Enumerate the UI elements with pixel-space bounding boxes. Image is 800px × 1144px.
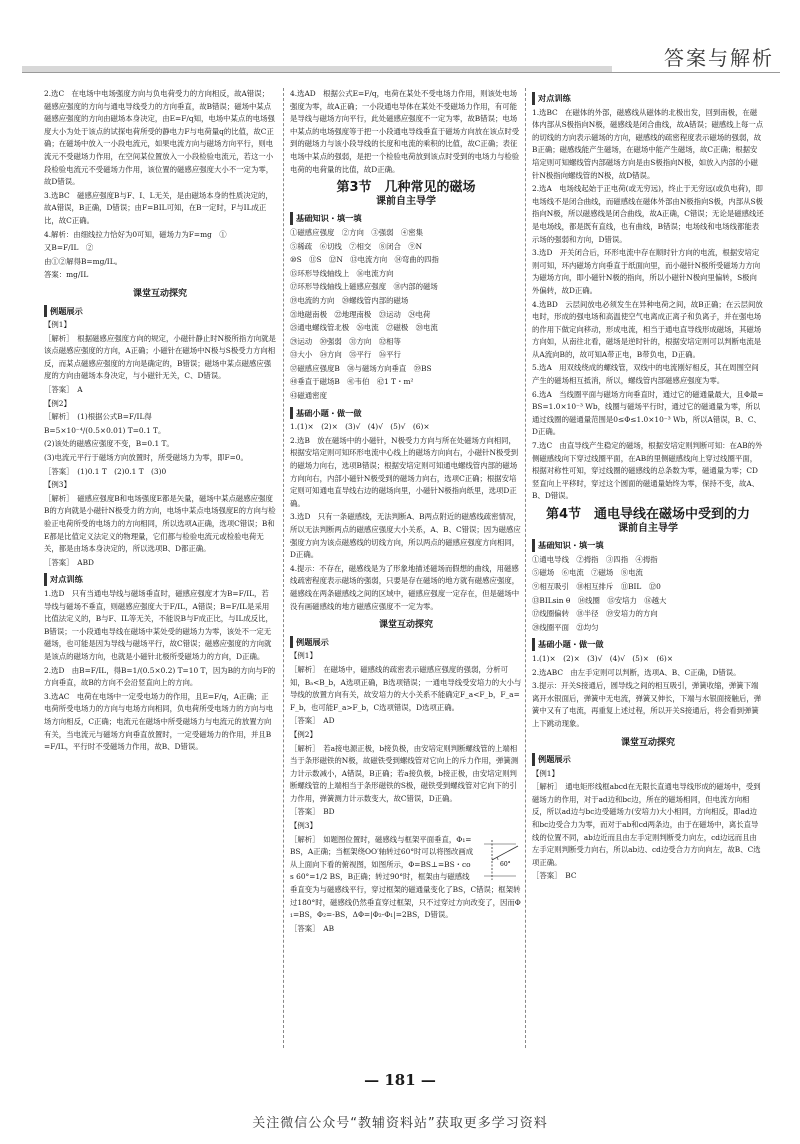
answer-paragraph: ［解析］ 若a接电源正极，b接负极，由安培定则判断螺线管的上端相当于条形磁铁的N极，故磁铁受到螺线管对它向上的斥力作用，弹簧测力计示数减小，A错误，B正确；若a接负极，b接正极，由安培定则判断螺线管的上端相当于条形磁铁的S极，磁铁受到螺线管对它向下的引力作用，弹簧测力计示数变大，故C错误，D正确。 [290, 743, 519, 803]
header-gray-bar [22, 66, 612, 72]
answer-paragraph: 1.(1)× (2)× (3)√ (4)√ (5)× (6)× [532, 653, 674, 663]
answer-paragraph: 1.选BC 在磁体的外部，磁感线从磁体的北极出发，回到南极，在磁体内部从S极指向N极，磁感线是闭合曲线，故A错误；磁感线上每一点的切线的方向表示磁场的方向，磁感线的疏密程度表示磁场的强弱，故B正确；磁感线能产生磁场，在磁场中能产生磁场，故C正确；根据安培定则可知螺线管内部磁场方向是由S极指向N极，如放入内部的小磁针N极指向螺线管的N极，故D错误。 [532, 107, 764, 180]
answer-paragraph: ［解析］ 通电矩形线框abcd在无限长直通电导线形成的磁场中，受到磁场力的作用，对于ad边和bc边，所在的磁场相同，但电流方向相反，所以ad边与bc边受磁场力(安培力)大小相同，方向相反，即ad边和bc边受合力为零，而对于ab和cd两条边，由于在磁场中，离长直导线的位置不同，ab边近而且由左手定则判断受力向左，cd边远而且由左手定则判断受力向右，所以ab边、cd边受合力方向向左，故B、C选项正确。 [532, 782, 761, 867]
answer-paragraph: 【例2】 [290, 729, 317, 739]
answer-paragraph: 7.选C 由直导线产生稳定的磁场，根据安培定则判断可知：在AB的外侧磁感线向下穿过线圈平面，在AB的里侧磁感线向上穿过线圈平面，根据对称性可知，穿过线圈的磁感线的总条数为零，磁通量为零；CD竖直向上平移时，穿过这个圆面的磁通量始终为零，保持不变，故A、B、D错误。 [532, 441, 763, 501]
column-divider [283, 88, 284, 1048]
footer-notice: 关注微信公众号“教辅资料站”获取更多学习资料 [252, 1116, 548, 1131]
answer-page [44, 88, 764, 1048]
answer-paragraph: 1.(1)× (2)× (3)√ (4)√ (5)√ (6)× [290, 422, 430, 432]
answer-paragraph: 3.提示：开关S接通后，圆导线之间的相互吸引，弹簧收缩，弹簧下端离开水银面后，弹簧中无电流，弹簧又伸长，下端与水银面接触后，弹簧中又有了电流，再重复上述过程，所以开关S接通后，将会看到弹簧上下跳动现象。 [532, 681, 762, 728]
section-heading: 基础小题・做一做 [532, 638, 764, 651]
answer-paragraph: ㊵垂直于磁场B ㊶韦伯 ㊷1 T・m² [290, 377, 414, 387]
answer-paragraph: ［解析］ 在磁场中，磁感线的疏密表示磁感应强度的强弱，分析可知，Bₐ<B_b，A选项正确，B选项错误；一通电导线受安培力的大小与导线的放置方向有关，故安培力的大小关系不能确定F_a<F_b，F_a=F_b，也可能F_a>F_b，C选项错误，D选项正确。 [290, 664, 522, 712]
answer-paragraph: 答案：mg/IL [44, 270, 89, 280]
answer-paragraph: 2.选B 放在磁场中的小磁针，N极受力方向与所在处磁场方向相同，根据安培定则可知环形电流中心线上的磁场方向向右，小磁针N极受到的磁场力向右，选项B错误；根据安培定则可知通电螺线管内部的磁场方向向右，内部小磁针N极受到的磁场力向右，选项C正确；根据安培定则可知通电直导线右边的磁场向里，小磁针N极指向纸里，选项D正确。 [290, 435, 519, 508]
section-heading: 基础知识・填一填 [532, 539, 764, 552]
chapter-subtitle: 课前自主导学 [618, 522, 678, 534]
answer-paragraph: (2)该处的磁感应强度不变，B=0.1 T。 [44, 439, 174, 449]
answer-paragraph: 3.选BC 磁感应强度B与F、I、L无关，是由磁场本身的性质决定的，故A错误，B正确，D错误；由F=BIL可知，在B一定时，F与IL成正比，故C正确。 [44, 190, 273, 225]
answer-paragraph: 由①②解得B=mg/IL。 [44, 256, 123, 266]
answer-paragraph: ⑬BILsin θ ⑭线圈 ⑮安培力 ⑯越大 [532, 595, 667, 605]
answer-paragraph: ㊸磁通密度 [290, 391, 327, 401]
answer-paragraph: ㉝大小 ㉞方向 ㉟平行 ㊱平行 [290, 350, 401, 360]
answer-paragraph: ⑲电流的方向 ⑳螺线管内部的磁场 [290, 295, 409, 305]
chapter-subtitle: 课前自主导学 [376, 195, 436, 207]
section-heading: 例题展示 [44, 305, 276, 318]
answer-paragraph: 2.选A 电场线起始于正电荷(或无穷远)，终止于无穷远(或负电荷)，即电场线不是闭合曲线，而磁感线在磁体外部由N极指向S极，内部从S极指向N极，所以磁感线是闭合曲线，故A正确，C错误；无论是磁感线还是电场线，都是既有直线，也有曲线，B错误；电场线和电场线都能表示场的强弱和方向，D错误。 [532, 184, 764, 244]
answer-paragraph: ［答案］ AD [290, 716, 335, 726]
section-heading: 例题展示 [290, 636, 522, 649]
answer-paragraph: ［解析］ 磁感应强度B和电场强度E都是矢量，磁场中某点磁感应强度B的方向就是小磁针N极受力的方向，电场中某点电场强度E的方向与检验正电荷所受的电场力的方向相同，所以选项A正确，选项C错误；B和E都是比值定义法定义的物理量，它们都与检验电流元或检验电荷无关，都是由场本身决定的，所以选项B、D都正确。 [44, 493, 276, 554]
answer-paragraph: ⑮环形导线轴线上 ⑯电流方向 [290, 268, 394, 278]
answer-paragraph: 1.选D 只有当通电导线与磁场垂直时，磁感应强度才为B=F/IL，若导线与磁场不垂直，则磁感应强度大于F/IL，A错误；B=F/IL是采用比值法定义的，B与F、IL等无关，不能说B与F成正比，与IL成反比，B错误；一小段通电导线在磁场中某处受的磁场力为零，该处不一定无磁场，也可能是因为导线与磁场平行，故C错误；磁感应强度的方向就是该点的磁场方向，也就是小磁针北极所受磁场力的方向，D正确。 [44, 588, 273, 661]
page-number-value: 181 [384, 1071, 416, 1089]
answer-paragraph: ㉕通电螺线管北极 ㉖电流 ㉗磁极 ㉘电流 [290, 323, 438, 333]
frame-rotation-figure [478, 836, 522, 882]
answer-paragraph: ［答案］ BC [532, 871, 577, 881]
answer-paragraph: ⑰环形导线轴线上磁感应强度 ⑱内部的磁场 [290, 282, 438, 292]
answer-paragraph: ㊲磁感应强度B ㊳与磁场方向垂直 ㊴BS [290, 363, 432, 373]
answer-paragraph: ㉙运动 ㉚强弱 ㉛方向 ㉜相等 [290, 336, 401, 346]
answer-paragraph: ［答案］ BD [290, 807, 335, 817]
column-middle [290, 88, 522, 1048]
column-right [532, 88, 764, 1048]
answer-paragraph: ［答案］ A [44, 385, 83, 395]
answer-paragraph: 3.选D 开关闭合后，环形电流中存在顺时针方向的电流，根据安培定则可知，环内磁场方向垂直于纸面向里，而小磁针N极所受磁场力方向为磁场方向，即小磁针N极的指向，所以小磁针N极向里偏转，S极向外偏转，故D正确。 [532, 248, 761, 295]
answer-paragraph: ［解析］ 根据磁感应强度方向的规定，小磁针静止时N极所指方向就是该点磁感应强度的方向，A正确；小磁针在磁场中N极与S极受力方向相反，而某点磁感应强度的方向是确定的，B错误；磁场中某点磁感应强度的方向由磁场本身决定，与小磁针无关，C、D错误。 [44, 333, 276, 381]
answer-paragraph: ⑤磁场 ⑥电流 ⑦磁场 ⑧电流 [532, 568, 643, 578]
section-title: 课堂互动探究 [132, 288, 187, 299]
answer-paragraph: ①通电导线 ②拇指 ③四指 ④拇指 [532, 554, 658, 564]
answer-paragraph: 又B=F/IL ② [44, 243, 94, 253]
header-bar [22, 38, 780, 73]
answer-paragraph: ⑰线圈偏转 ⑱半径 ⑲安培力的方向 [532, 609, 658, 619]
section-heading: 基础小题・做一做 [290, 407, 522, 420]
answer-paragraph: ［解析］ (1)根据公式B=F/IL得 [44, 412, 152, 422]
answer-paragraph: ⑨相互吸引 ⑩相互排斥 ⑪BIL ⑫0 [532, 581, 661, 591]
answer-paragraph: 3.选D 只有一条磁感线，无法判断A、B两点附近的磁感线疏密情况，所以无法判断两点的磁感应强度大小关系，A、B、C错误；因为磁感应强度方向为该点磁感线的切线方向，所以两点的磁感应强度方向相同，D正确。 [290, 512, 521, 560]
answer-paragraph: ㉑地磁南极 ㉒地理南极 ㉓运动 ㉔电荷 [290, 309, 431, 319]
section-heading: 对点训练 [532, 92, 764, 105]
column-left [44, 88, 276, 1048]
answer-paragraph: 【例1】 [532, 768, 559, 778]
answer-paragraph: 2.选ABC 由左手定则可以判断，选项A、B、C正确，D错误。 [532, 667, 741, 677]
answer-paragraph: 3.选AC 电荷在电场中一定受电场力的作用，且E=F/q，A正确；正电荷所受电场力的方向与电场方向相同，负电荷所受电场力的方向与电场方向相反，C正确；电流元在磁场中所受磁场力与电流元的放置方向有关，当电流元与磁场方向垂直放置时，一定受磁场力的作用，并且B=F/IL，平行时不受磁场力作用，故B、D错误。 [44, 691, 274, 752]
section-heading: 例题展示 [532, 753, 764, 766]
figure-angle-label: 60° [500, 860, 511, 868]
answer-paragraph: (3)电流元平行于磁场方向放置时，所受磁场力为零，即F=0。 [44, 453, 248, 463]
answer-paragraph: 4.选BD 云层间放电必须发生在异种电荷之间，故B正确；在云层间放电时，形成的强电场和高温使空气电离成正离子和负离子，并在强电场的作用下做定向移动，形成电流，相当于通电直导线形成磁场，其磁场方向如，从南往北看，磁场是逆时针的，根据安培定则可以判断电流是从A流向B的，故可知A带正电，B带负电，D正确。 [532, 299, 763, 359]
answer-paragraph: 【例3】 [44, 480, 71, 490]
answer-paragraph: B=5×10⁻⁴/(0.5×0.01) T=0.1 T。 [44, 425, 166, 435]
section-title: 课堂互动探究 [620, 737, 675, 748]
section-heading: 对点训练 [44, 573, 276, 586]
answer-paragraph: 4.解析：由细线拉力恰好为0可知，磁场力为F=mg ① [44, 229, 227, 239]
section-title: 课堂互动探究 [378, 620, 433, 631]
answer-paragraph: 【例1】 [44, 320, 71, 330]
column-divider [525, 88, 526, 1048]
answer-paragraph: ［答案］ ABD [44, 557, 94, 567]
chapter-title: 第3节 几种常见的磁场 [336, 180, 476, 196]
answer-paragraph: 【例3】 [290, 821, 317, 831]
answer-paragraph: 2.选C 在电场中电场强度方向与负电荷受力的方向相反，故A错误；磁感应强度的方向与通电导线受力的方向垂直，故B错误；磁场中某点磁感应强度的方向由磁场本身决定，由E=F/q知，电场中某点的电场强度大小为处于该点的试探电荷所受的静电力F与电荷量q的比值，故C正确；在磁场中放入一小段电流元，如果电流方向与磁场方向平行，则电流元不受磁场力作用，在空间某位置放入一小段检验电流元，若这一小段检验电流元不受磁场力作用，该位置的磁感应强度大小不一定为零，故D错误。 [44, 89, 275, 187]
answer-paragraph: 4.提示：不存在，磁感线是为了形象地描述磁场而假想的曲线，用磁感线疏密程度表示磁场的强弱，只要是存在磁场的地方就有磁感应强度，磁感线在两条磁感线之间的区域中，磁感应强度一定存在，但是磁场中没有画磁感线的地方磁感应强度不一定为零。 [290, 563, 520, 611]
answer-paragraph: 5.选A 用双线绕成的螺线管，双线中的电流刚好相反，其在周围空间产生的磁场相互抵消，所以，螺线管内部磁感应强度为零。 [532, 363, 759, 386]
section-heading: 基础知识・填一填 [290, 212, 522, 225]
chapter-title: 第4节 通电导线在磁场中受到的力 [545, 507, 751, 522]
answer-paragraph: ⑩S ⑪S ⑫N ⑬电流方向 ⑭弯曲的四指 [290, 255, 439, 265]
page-number: — 181 — [364, 1071, 436, 1089]
header-title: 答案与解析 [664, 46, 774, 70]
answer-paragraph: 【例2】 [44, 398, 71, 408]
answer-paragraph: 6.选A 当线圈平面与磁场方向垂直时，通过它的磁通量最大，且Φ最=BS=1.0×10⁻³ Wb，线圈与磁场平行时，通过它的磁通量为零，所以通过线圈的磁通量范围是0≤Φ≤1.0×10⁻³ Wb，所以A错误，B、C、D正确。 [532, 389, 764, 437]
answer-paragraph: ⑤稀疏 ⑥切线 ⑦相交 ⑧闭合 ⑨N [290, 241, 423, 251]
answer-paragraph: ［解析］ 如题图位置时，磁感线与框架平面垂直，Φ₁=BS，A正确；当框架绕OO′轴转过60°时可以将图改画成从上面向下看的俯视图，如图所示，Φ=BS⊥=BS・cos 60°=1/2 BS，B正确；转过90°时，框架由与磁感线垂直变为与磁感线平行，穿过框架的磁通量变化了BS，C错误；框架转过180°时，磁感线仍然垂直穿过框架，只不过穿过方向改变了，因而Φ₁=BS，Φ₂=-BS，ΔΦ=|Φ₂-Φ₁|=2BS，D错误。 [290, 834, 521, 920]
answer-paragraph: 4.选AD 根据公式E=F/q，电荷在某处不受电场力作用，则该处电场强度为零，故A正确；一小段通电导体在某处不受磁场力作用，有可能是导线与磁场方向平行，此处磁感应强度不一定为零，故B错误；电场中某点的电场强度等于把一小段通电导线垂直于磁场方向放在该点时受到的磁场力与该小段导线的长度和电流的乘积的比值，故C正确；表征电场中某点的强弱，是把一个检验电荷放到该点时受到的电场力与检验电荷的电荷量的比值，故D正确。 [290, 89, 520, 174]
answer-paragraph: ⑳线圈平面 ㉑均匀 [532, 622, 599, 632]
answer-paragraph: ①磁感应强度 ②方向 ③强弱 ④密集 [290, 227, 424, 237]
answer-paragraph: 【例1】 [290, 651, 317, 661]
answer-paragraph: ［答案］ (1)0.1 T (2)0.1 T (3)0 [44, 466, 167, 476]
answer-paragraph: 2.选D 由B=F/IL，得B=1/(0.5×0.2) T=10 T，因为B的方向与F的方向垂直，故B的方向不会沿竖直向上的方向。 [44, 665, 276, 688]
answer-paragraph: ［答案］ AB [290, 923, 335, 933]
